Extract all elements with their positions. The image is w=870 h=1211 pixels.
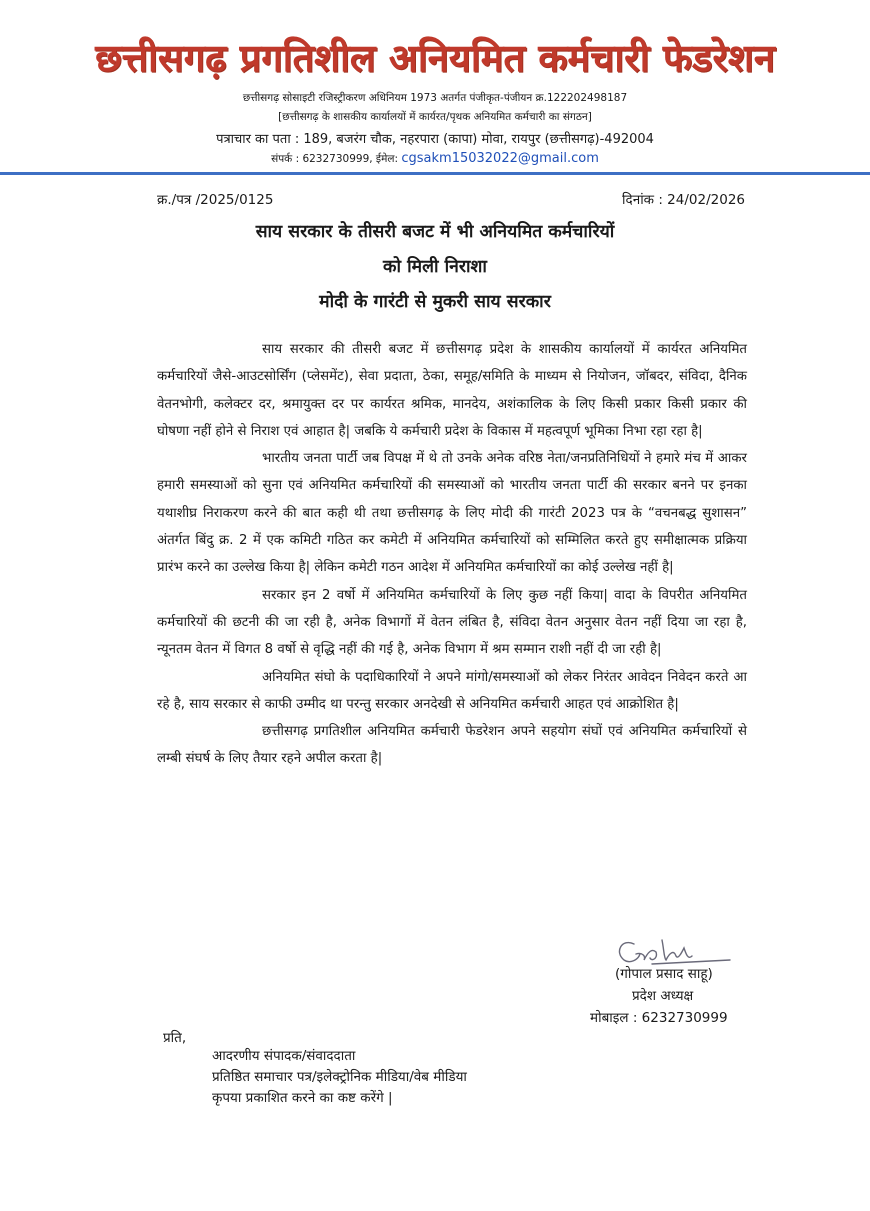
registration-line: छत्तीसगढ़ सोसाइटी रजिस्ट्रीकरण अधिनियम 1973 अतर्गत पंजीकृत-पंजीयन क्र.122202498187 (242, 92, 628, 104)
signatory-name: (गोपाल प्रसाद साहू) (615, 966, 713, 982)
paragraph-2: भारतीय जनता पार्टी जब विपक्ष में थे तो उनके अनेक वरिष्ठ नेता/जनप्रतिनिधियों ने हमारे मंच में आकर हमारी समस्याओं को सुना एवं अनियमित कर्मचारियों की समस्याओं को भारतीय जनता पार्टी की सरकार बनने पर इनका यथाशीघ्र निराकरण करने की बात कही थी तथा छत्तीसगढ़ के लिए मोदी की गारंटी 2023 पत्र के “वचनबद्ध सुशासन” अंतर्गत बिंदु क्र. 2 में एक कमिटी गठित कर कमेटी में अनियमित कर्मचारियों को सम्मिलित करते हुए समीक्षात्मक प्रक्रिया प्रारंभ करने का उल्लेख किया है| लेकिन कमेटी गठन आदेश में अनियमित कर्मचारियों का कोई उल्लेख नहीं है| (157, 451, 747, 576)
signatory-mobile: मोबाइल : 6232730999 (590, 1010, 728, 1026)
header-divider (0, 172, 870, 175)
letterhead (0, 0, 870, 176)
recipient-line-3: कृपया प्रकाशित करने का कष्ट करेंगे | (212, 1090, 393, 1106)
headline-line-3: मोदी के गारंटी से मुकरी साय सरकार (319, 292, 551, 312)
postal-address: पत्राचार का पता : 189, बजरंग चौक, नहरपारा (कापा) मोवा, रायपुर (छत्तीसगढ़)-492004 (216, 132, 654, 147)
reference-number: क्र./पत्र /2025/0125 (157, 192, 274, 208)
contact-prefix: संपर्क : 6232730999, ईमेल: (271, 153, 399, 165)
letter-body (157, 336, 747, 773)
recipient-line-1: आदरणीय संपादक/संवाददाता (212, 1048, 356, 1064)
paragraph-3: सरकार इन 2 वर्षो में अनियमित कर्मचारियों के लिए कुछ नहीं किया| वादा के विपरीत अनियमित कर्मचारियों की छटनी की जा रही है, अनेक विभागों में वेतन लंबित है, संविदा वेतन अनुसार वेतन नहीं दिया जा रहा है, न्यूनतम वेतन में विगत 8 वर्षो से वृद्धि नहीं की गई है, अनेक विभाग में श्रम सम्मान राशी नहीं दी जा रही है| (157, 587, 747, 658)
signature-block (560, 930, 800, 1030)
contact-line (0, 151, 870, 166)
org-title: छत्तीसगढ़ प्रगतिशील अनियमित कर्मचारी फेडरेशन (95, 36, 775, 80)
letter-date: दिनांक : 24/02/2026 (622, 192, 745, 208)
paragraph-1: साय सरकार की तीसरी बजट में छत्तीसगढ़ प्रदेश के शासकीय कार्यालयों में कार्यरत अनियमित कर्मचारियों जैसे-आउटसोर्सिंग (प्लेसमेंट), सेवा प्रदाता, ठेका, समूह/समिति के माध्यम से नियोजन, जॉबदर, संविदा, दैनिक वेतनभोगी, कलेक्टर दर, श्रमायुक्त दर पर कार्यरत श्रमिक, मानदेय, अशंकालिक के लिए किसी प्रकार किसी प्रकार की घोषणा नहीं होने से निराश एवं आहात है| जबकि ये कर्मचारी प्रदेश के विकास में महत्वपूर्ण भूमिका निभा रहा रहा है| (157, 342, 747, 439)
signatory-designation: प्रदेश अध्यक्ष (632, 988, 694, 1004)
recipient-prefix: प्रति, (163, 1030, 187, 1046)
headline-line-2: को मिली निराशा (383, 257, 487, 277)
headline-line-1: साय सरकार के तीसरी बजट में भी अनियमित कर्मचारियों (255, 222, 615, 242)
recipient-line-2: प्रतिष्ठित समाचार पत्र/इलेक्ट्रोनिक मीडिया/वेब मीडिया (212, 1069, 467, 1085)
paragraph-4: अनियमित संघो के पदाधिकारियों ने अपने मांगो/समस्याओं को लेकर निरंतर आवेदन निवेदन करते आ रहे है, साय सरकार से काफी उम्मीद था परन्तु सरकार अनदेखी से अनियमित कर्मचारी आहत एवं आक्रोशित है| (157, 669, 747, 712)
organization-subtitle: [छत्तीसगढ़ के शासकीय कार्यालयों में कार्यरत/पृथक अनियमित कर्मचारी का संगठन] (278, 111, 592, 123)
paragraph-5: छत्तीसगढ़ प्रगतिशील अनियमित कर्मचारी फेडरेशन अपने सहयोग संघों एवं अनियमित कर्मचारियों से लम्बी संघर्ष के लिए तैयार रहने अपील करता है| (157, 724, 747, 767)
email-link[interactable]: cgsakm15032022@gmail.com (401, 151, 599, 166)
